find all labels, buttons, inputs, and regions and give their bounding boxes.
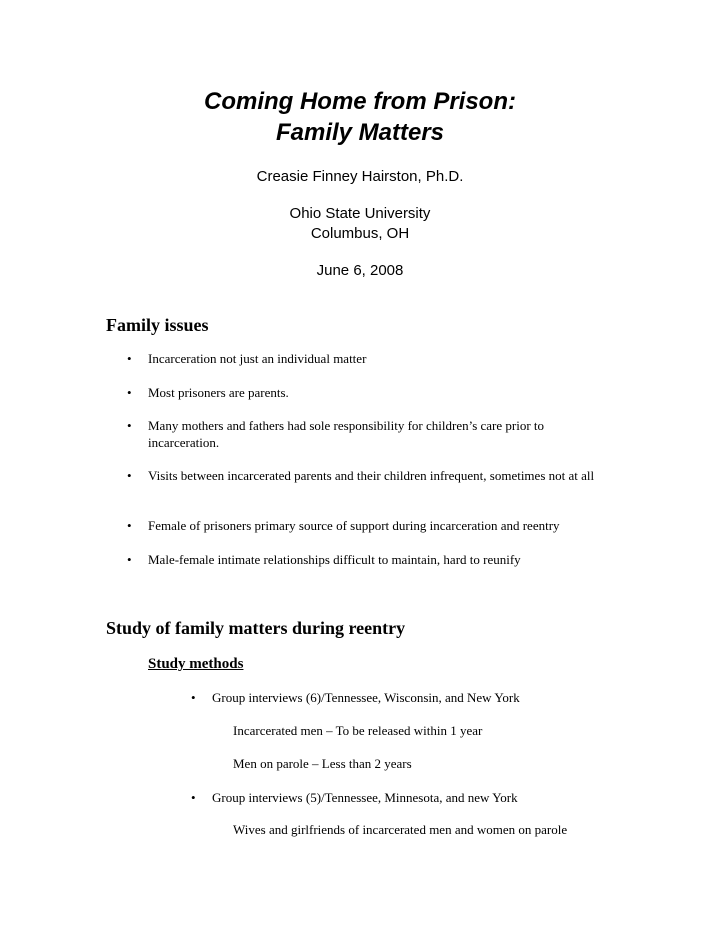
list-item-text: Group interviews (6)/Tennessee, Wisconsin, and New York (212, 690, 520, 705)
subheading-study-methods: Study methods (148, 656, 244, 672)
affiliation (0, 204, 720, 244)
affiliation-line-1: Ohio State University (289, 205, 431, 222)
list-item (127, 467, 608, 484)
affiliation-line-2: Columbus, OH (310, 225, 410, 242)
list-item (127, 417, 608, 451)
bullet-icon: • (127, 385, 132, 400)
list-item-text: Many mothers and fathers had sole responsibility for children’s care prior to incarceration. (148, 418, 545, 450)
bullet-icon: • (127, 518, 132, 533)
list-item-text: Incarceration not just an individual matter (148, 351, 367, 366)
document-date: June 6, 2008 (316, 262, 404, 279)
list-item-text: Group interviews (5)/Tennessee, Minnesota, and new York (212, 790, 518, 805)
detail-line: Men on parole – Less than 2 years (233, 756, 412, 771)
list-item (191, 789, 612, 806)
list-item-text: Female of prisoners primary source of support during incarceration and reentry (148, 518, 560, 533)
section-heading-study: Study of family matters during reentry (106, 618, 406, 638)
list-item (127, 551, 608, 568)
title-line-1: Coming Home from Prison: (203, 88, 516, 115)
list-item-text: Most prisoners are parents. (148, 385, 289, 400)
list-item (191, 689, 612, 706)
bullet-icon: • (127, 351, 132, 366)
list-item-text: Visits between incarcerated parents and their children infrequent, sometimes not at all (148, 468, 595, 483)
detail-line: Wives and girlfriends of incarcerated men and women on parole (233, 822, 568, 837)
list-item-text: Male-female intimate relationships difficult to maintain, hard to reunify (148, 552, 521, 567)
author-name: Creasie Finney Hairston, Ph.D. (256, 168, 464, 185)
bullet-icon: • (127, 468, 132, 483)
section-heading-family-issues: Family issues (106, 315, 209, 335)
bullet-icon: • (127, 418, 132, 433)
bullet-icon: • (191, 690, 196, 705)
list-item (127, 350, 608, 367)
list-item (127, 384, 608, 401)
bullet-icon: • (127, 552, 132, 567)
title-line-2: Family Matters (275, 119, 445, 146)
document-title (0, 86, 720, 148)
bullet-icon: • (191, 790, 196, 805)
detail-line: Incarcerated men – To be released within 1 year (233, 723, 483, 738)
list-item (127, 517, 608, 534)
